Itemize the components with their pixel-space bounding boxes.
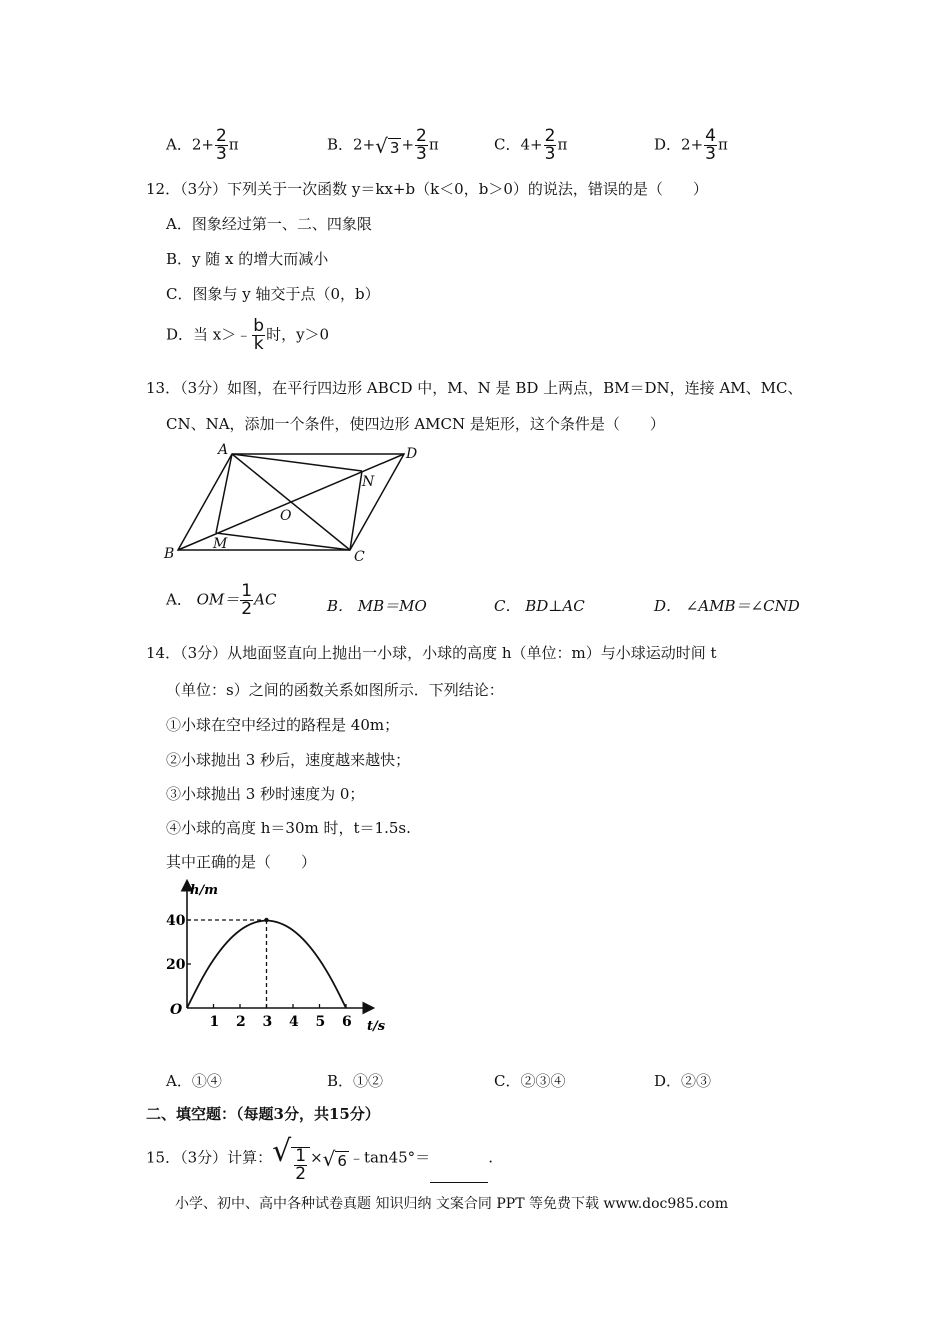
q15-answer-blank	[430, 1168, 488, 1183]
y-axis-label: h/m	[190, 883, 218, 898]
q14-statement-1: ①小球在空中经过的路程是 40m；	[166, 716, 400, 734]
q11-option-b: B．2+√ 3 + $\frac{2}{3}$ π	[327, 126, 439, 164]
x-tick-label-4: 4	[289, 1014, 299, 1030]
q13-stem-line2: CN、NA，添加一个条件，使四边形 AMCN 是矩形，这个条件是（ ）	[166, 415, 665, 433]
q14-statement-4: ④小球的高度 h＝30m 时，t＝1.5s.	[166, 819, 411, 837]
q14-statement-2: ②小球抛出 3 秒后，速度越来越快；	[166, 751, 411, 769]
y-tick-label-40: 40	[166, 913, 186, 929]
q14-height-time-graph	[160, 872, 400, 1037]
x-tick-label-1: 1	[209, 1014, 220, 1030]
y-tick-label-20: 20	[166, 957, 186, 973]
q14-option-b: B．①②	[327, 1072, 384, 1090]
footer-note: 小学、初中、高中各种试卷真题 知识归纳 文案合同 PPT 等免费下载 www.doc985.com	[175, 1196, 729, 1212]
q14-option-c: C．②③④	[494, 1072, 566, 1090]
label-a: A	[218, 442, 229, 458]
q14-option-a: A．①④	[166, 1072, 222, 1090]
q11-option-a: A．2+ $\frac{2}{3}$ π	[166, 126, 239, 164]
q11-option-c: C．4+ $\frac{2}{3}$ π	[494, 126, 568, 164]
q12-option-c: C．图象与 y 轴交于点（0，b）	[166, 285, 380, 303]
label-n: N	[362, 474, 375, 490]
label-c: C	[354, 549, 365, 565]
peak-point	[264, 918, 268, 922]
segment-na	[232, 454, 362, 471]
q13-option-b: B． MB＝MO	[327, 597, 427, 615]
x-tick-label-5: 5	[315, 1014, 326, 1030]
q11-option-d: D．2+ $\frac{4}{3}$ π	[654, 126, 728, 164]
q14-stem-line2: （单位：s）之间的函数关系如图所示．下列结论：	[166, 681, 504, 699]
diagonal-bd	[178, 454, 404, 550]
q13-option-c: C． BD⊥AC	[494, 597, 585, 615]
q14-option-d: D．②③	[654, 1072, 712, 1090]
label-d: D	[406, 446, 418, 462]
label-o: O	[280, 508, 292, 524]
x-tick-label-3: 3	[262, 1014, 273, 1030]
q13-option-d: D． ∠AMB＝∠CND	[654, 597, 800, 615]
label-m: M	[213, 536, 228, 552]
q14-ask: 其中正确的是（ ）	[166, 853, 317, 871]
q14-statement-3: ③小球抛出 3 秒时速度为 0；	[166, 785, 365, 803]
label-b: B	[164, 546, 175, 562]
section-2-heading: 二、填空题：（每题3分，共15分）	[146, 1105, 380, 1123]
q14-stem-line1: 14．（3分）从地面竖直向上抛出一小球，小球的高度 h（单位：m）与小球运动时间 t	[146, 644, 717, 662]
q12-option-a: A．图象经过第一、二、四象限	[166, 215, 372, 233]
x-axis-label: t/s	[367, 1019, 386, 1034]
segment-mc	[216, 533, 350, 550]
q12-option-b: B．y 随 x 的增大而减小	[166, 250, 329, 268]
segment-am	[216, 454, 232, 533]
q13-stem-line1: 13．（3分）如图，在平行四边形 ABCD 中，M、N 是 BD 上两点，BM＝DN，连接 AM、MC、	[146, 379, 803, 397]
q15-expression: 15．（3分）计算：√ $\frac{1}{2}$ ×√ 6 ﹣tan45°＝ .	[146, 1134, 493, 1184]
x-tick-label-6: 6	[342, 1014, 352, 1030]
q12-option-d: D．当 x＞﹣ $\frac{b}{k}$ 时，y＞0	[166, 316, 330, 354]
q13-parallelogram-figure	[160, 440, 430, 570]
origin-label: O	[170, 1002, 183, 1018]
q12-stem: 12．（3分）下列关于一次函数 y＝kx+b（k＜0，b＞0）的说法，错误的是（ ）	[146, 180, 708, 198]
q13-option-a: A． OM＝ $\frac{1}{2}$ AC	[166, 581, 277, 619]
x-tick-label-2: 2	[236, 1014, 246, 1030]
